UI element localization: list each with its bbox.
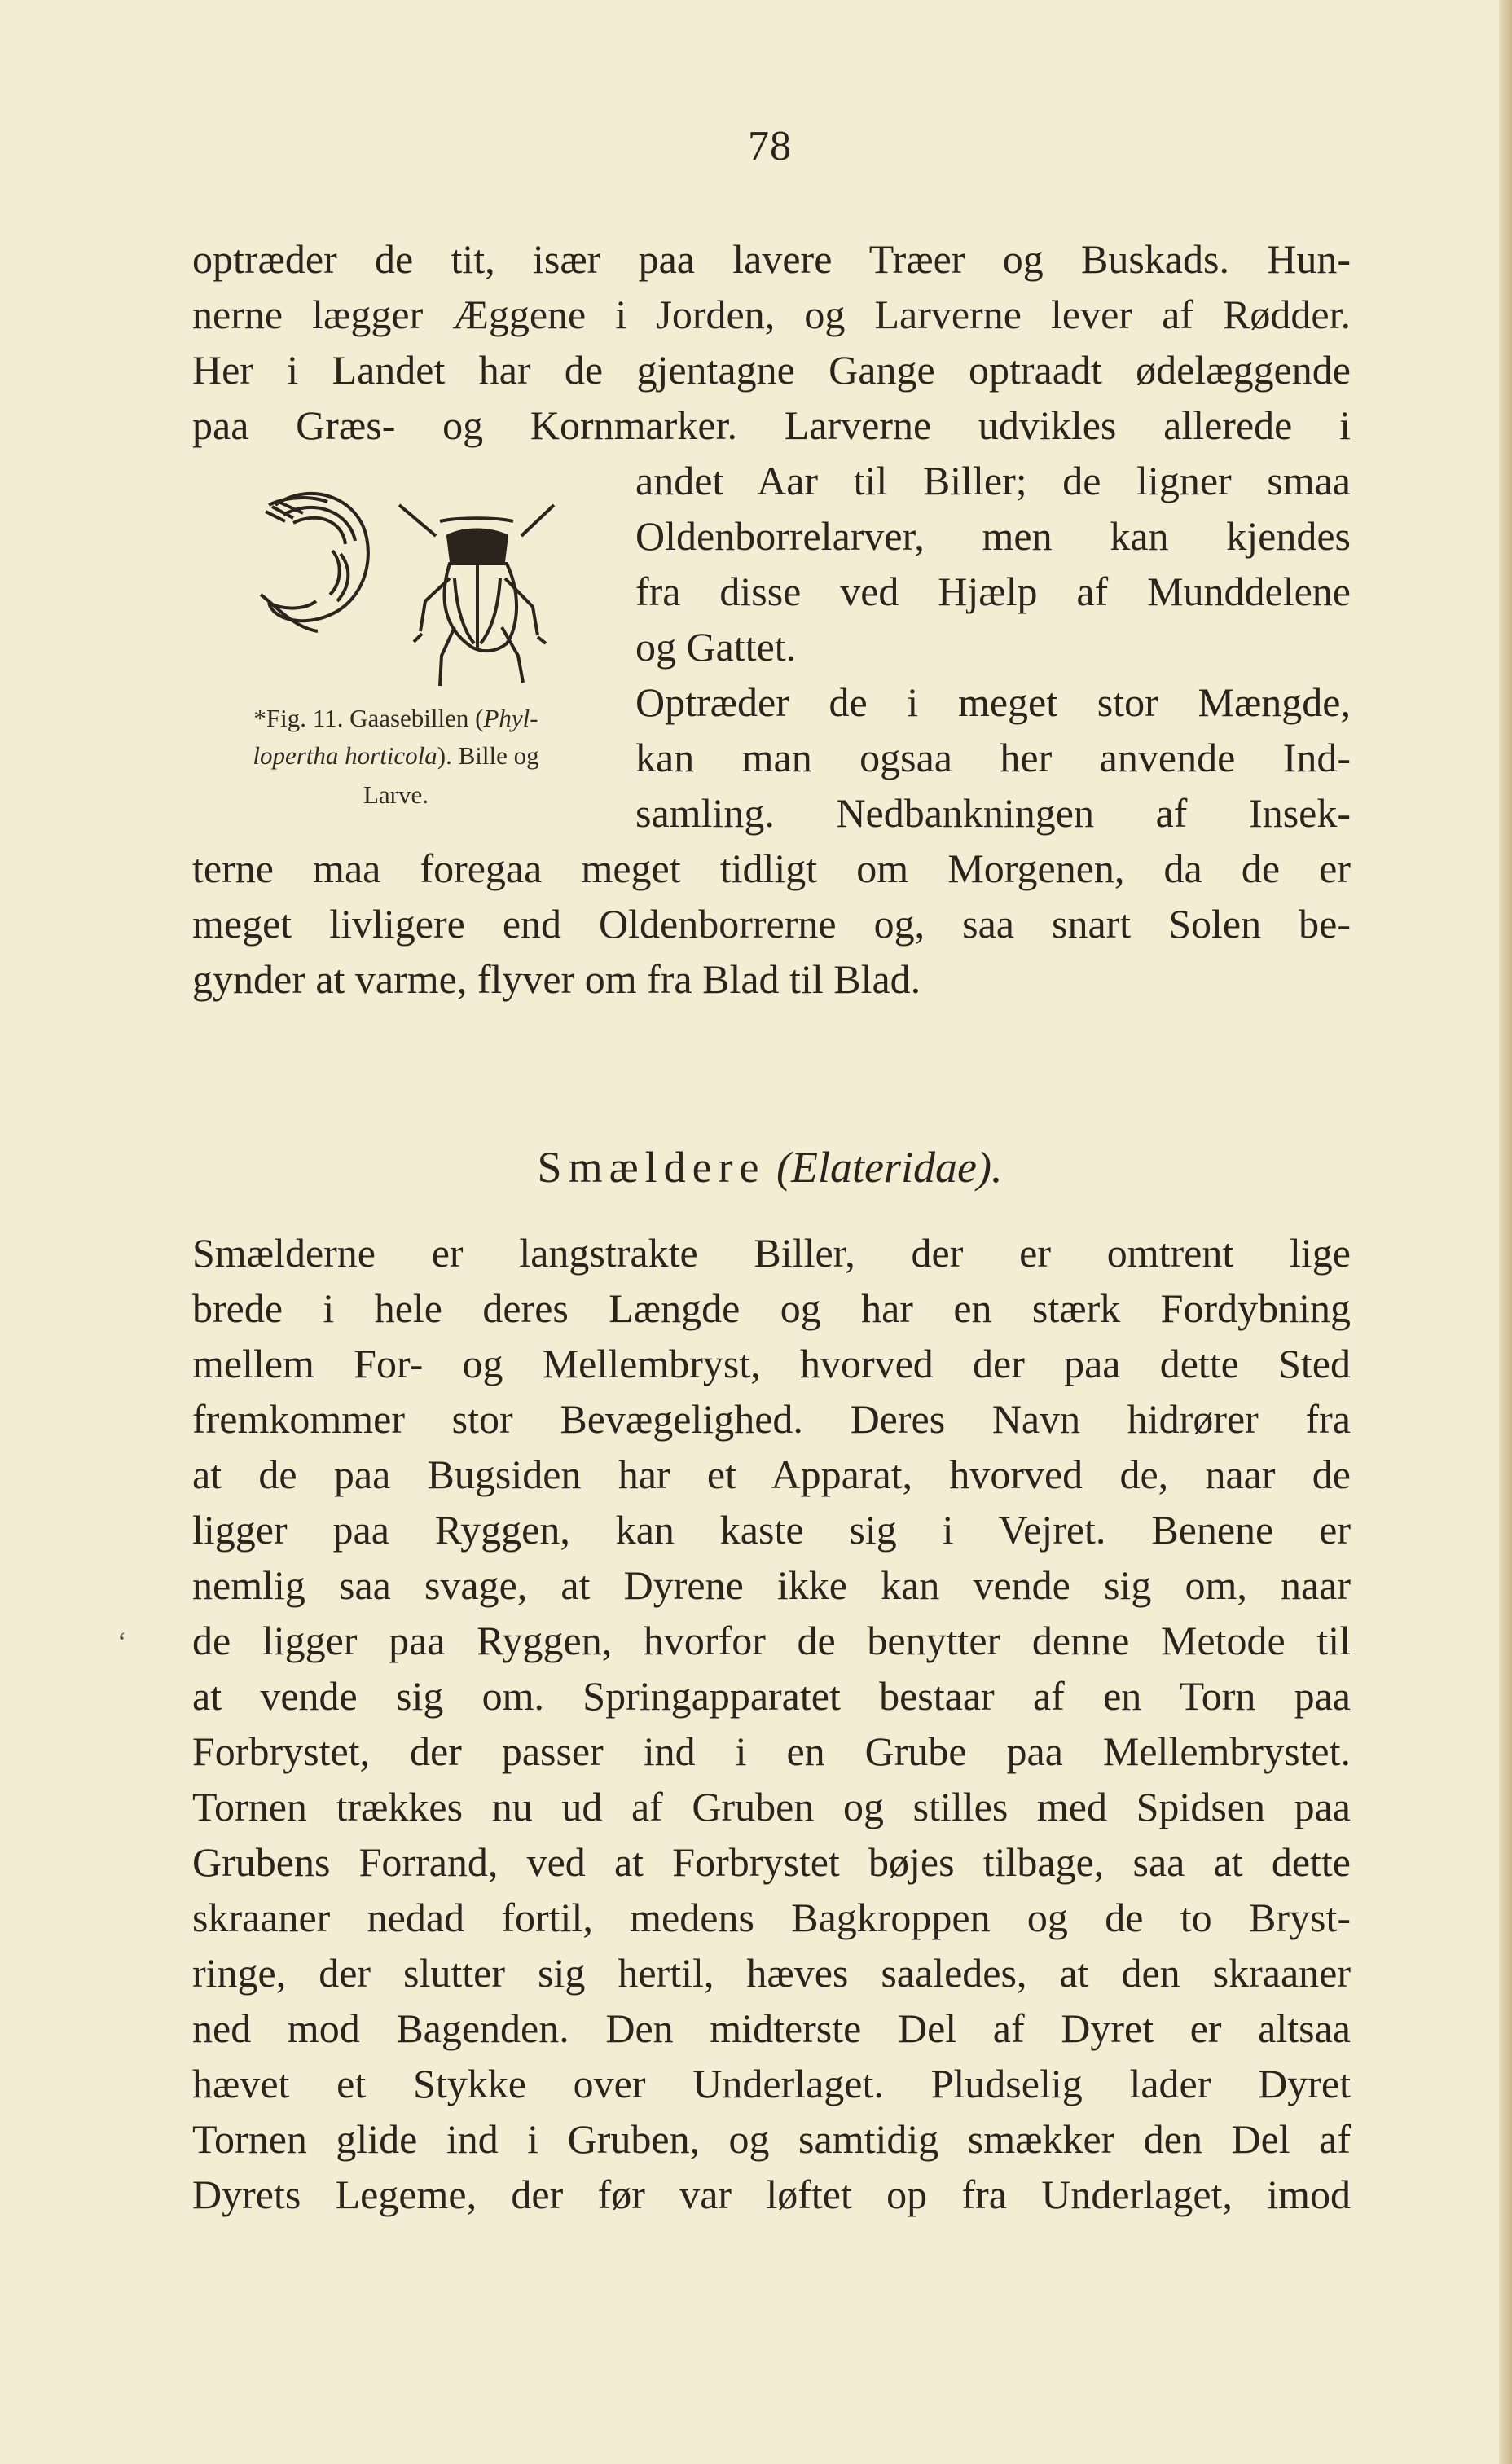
text-line: Tornen glide ind i Gruben, og samtidig smækker den Del af xyxy=(192,2116,1351,2162)
section-heading xyxy=(0,1139,1512,1196)
caption-latin: Phyl- xyxy=(483,704,538,732)
text-line: skraaner nedad fortil, medens Bagkroppen og de to Bryst- xyxy=(192,1895,1351,1940)
text-line: ringe, der slutter sig hertil, hæves saaledes, at den skraaner xyxy=(192,1950,1351,1996)
text-line: andet Aar til Biller; de ligner smaa xyxy=(635,458,1351,503)
section-title-latin: (Elateridae). xyxy=(776,1143,1003,1192)
text-line: Forbrystet, der passer ind i en Grube paa Mellembrystet. xyxy=(192,1728,1351,1774)
text-line: Dyrets Legeme, der før var løftet op fra Underlaget, imod xyxy=(192,2172,1351,2217)
text-line: Tornen trækkes nu ud af Gruben og stilles med Spidsen paa xyxy=(192,1784,1351,1829)
text-line: Her i Landet har de gjentagne Gange optraadt ødelæggende xyxy=(192,347,1351,393)
section-title: Smældere xyxy=(537,1143,766,1192)
page-edge xyxy=(1499,0,1512,2464)
figure-caption-line-1 xyxy=(184,699,608,738)
text-line: fremkommer stor Bevægelighed. Deres Navn hidrører fra xyxy=(192,1396,1351,1442)
text-line: nerne lægger Æggene i Jorden, og Larverne lever af Rødder. xyxy=(192,292,1351,337)
caption-text: ). Bille og xyxy=(437,741,539,770)
text-line: og Gattet. xyxy=(635,624,797,670)
text-line: Grubens Forrand, ved at Forbrystet bøjes tilbage, saa at dette xyxy=(192,1839,1351,1885)
text-line: paa Græs- og Kornmarker. Larverne udvikles allerede i xyxy=(192,402,1351,448)
figure-caption-line-3: Larve. xyxy=(363,780,429,809)
text-line: gynder at varme, flyver om fra Blad til Blad. xyxy=(192,956,921,1002)
figure-caption-line-2 xyxy=(184,736,608,775)
text-line: ned mod Bagenden. Den midterste Del af Dyret er altsaa xyxy=(192,2005,1351,2051)
text-line: hævet et Stykke over Underlaget. Pludselig lader Dyret xyxy=(192,2061,1351,2106)
beetle-figure xyxy=(236,472,595,692)
text-line: Oldenborrelarver, men kan kjendes xyxy=(635,513,1351,559)
text-line: meget livligere end Oldenborrerne og, saa snart Solen be- xyxy=(192,901,1351,947)
text-line: brede i hele deres Længde og har en stærk Fordybning xyxy=(192,1285,1351,1331)
text-line: nemlig saa svage, at Dyrene ikke kan vende sig om, naar xyxy=(192,1562,1351,1608)
text-line: mellem For- og Mellembryst, hvorved der paa dette Sted xyxy=(192,1341,1351,1386)
beetle-illustration xyxy=(399,505,554,686)
text-line: at de paa Bugsiden har et Apparat, hvorved de, naar de xyxy=(192,1452,1351,1497)
text-line: Optræder de i meget stor Mængde, xyxy=(635,679,1351,725)
text-line: de ligger paa Ryggen, hvorfor de benytter denne Metode til xyxy=(192,1618,1351,1663)
caption-latin: lopertha horticola xyxy=(253,741,437,770)
text-line: Smælderne er langstrakte Biller, der er omtrent lige xyxy=(192,1230,1351,1276)
larva-illustration xyxy=(261,494,368,631)
margin-mark: ʻ xyxy=(117,1627,127,1658)
page-number: 78 xyxy=(748,123,792,169)
text-line: optræder de tit, især paa lavere Træer og Buskads. Hun- xyxy=(192,236,1351,282)
text-line: samling. Nedbankningen af Insek- xyxy=(635,790,1351,836)
text-line: terne maa foregaa meget tidligt om Morgenen, da de er xyxy=(192,845,1351,891)
text-line: ligger paa Ryggen, kan kaste sig i Vejret. Benene er xyxy=(192,1507,1351,1553)
text-line: at vende sig om. Springapparatet bestaar af en Torn paa xyxy=(192,1673,1351,1719)
text-line: kan man ogsaa her anvende Ind- xyxy=(635,735,1351,780)
text-line: fra disse ved Hjælp af Munddelene xyxy=(635,569,1351,614)
caption-text: *Fig. 11. Gaasebillen ( xyxy=(253,704,484,732)
